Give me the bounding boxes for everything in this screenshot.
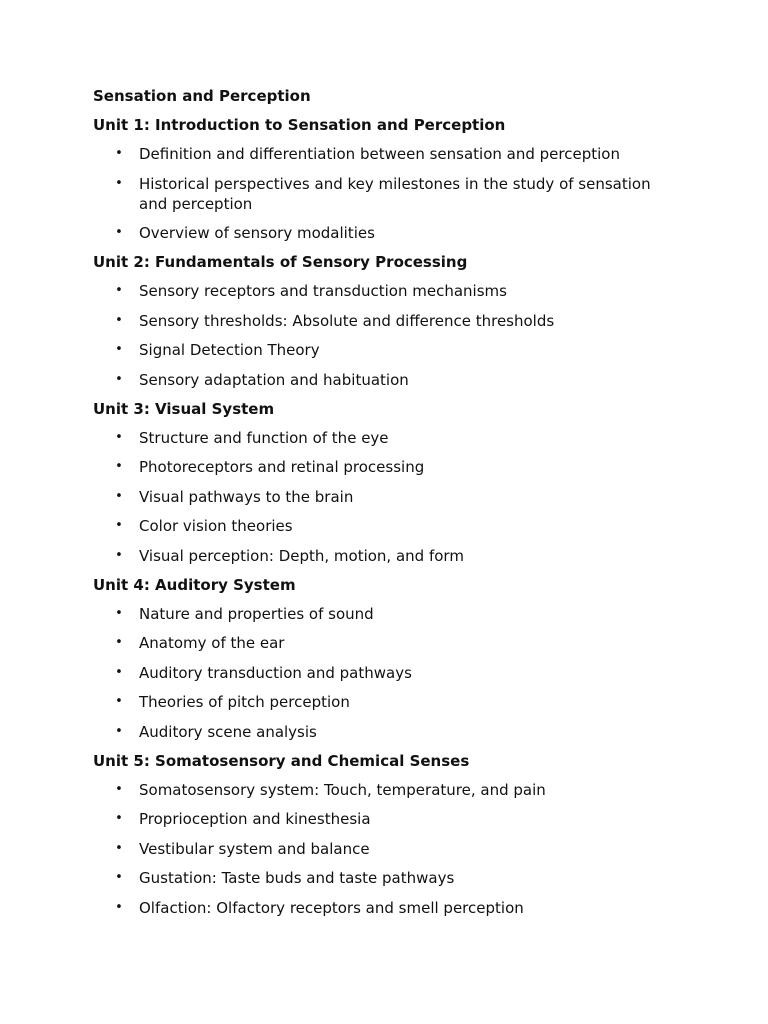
- list-item: [93, 604, 683, 624]
- bullet-list: [93, 604, 683, 742]
- list-item-text: Somatosensory system: Touch, temperature, and pain: [139, 780, 546, 799]
- list-item-text: Color vision theories: [139, 517, 293, 535]
- list-item-text: Vestibular system and balance: [139, 839, 370, 858]
- list-item-text: Historical perspectives and key milestones in the study of sensation and perception: [139, 174, 651, 213]
- bullet-list: [93, 281, 683, 390]
- list-item: [93, 370, 683, 390]
- bullet-icon: •: [115, 694, 123, 709]
- bullet-icon: •: [115, 429, 123, 445]
- list-item-text: Definition and differentiation between sensation and perception: [139, 145, 620, 163]
- list-item-text: Gustation: Taste buds and taste pathways: [139, 869, 455, 887]
- bullet-icon: •: [115, 312, 123, 328]
- bullet-icon: •: [115, 899, 123, 915]
- bullet-icon: •: [115, 870, 123, 885]
- list-item-text: Proprioception and kinesthesia: [139, 810, 371, 828]
- bullet-icon: •: [115, 781, 123, 797]
- list-item-text: Photoreceptors and retinal processing: [139, 458, 425, 476]
- bullet-icon: •: [115, 146, 123, 161]
- unit-section: [93, 115, 683, 243]
- list-item: [93, 281, 683, 301]
- list-item: [93, 780, 683, 800]
- unit-list: [93, 115, 683, 918]
- bullet-icon: •: [115, 605, 123, 621]
- bullet-icon: •: [115, 175, 123, 191]
- list-item: [93, 663, 683, 683]
- unit-section: [93, 575, 683, 742]
- bullet-icon: •: [115, 225, 123, 240]
- bullet-icon: •: [115, 488, 123, 504]
- list-item: [93, 546, 683, 566]
- list-item: [93, 898, 683, 918]
- bullet-icon: •: [115, 723, 123, 739]
- bullet-list: [93, 428, 683, 566]
- list-item: [93, 311, 683, 331]
- list-item: [93, 868, 683, 888]
- bullet-list: [93, 144, 683, 243]
- bullet-icon: •: [115, 518, 123, 533]
- bullet-list: [93, 780, 683, 918]
- unit-heading: Unit 5: Somatosensory and Chemical Senses: [93, 751, 470, 770]
- list-item-text: Signal Detection Theory: [139, 341, 320, 359]
- list-item-text: Sensory thresholds: Absolute and difference thresholds: [139, 311, 555, 330]
- list-item-text: Auditory transduction and pathways: [139, 663, 412, 682]
- list-item-text: Anatomy of the ear: [139, 634, 285, 652]
- bullet-icon: •: [115, 459, 123, 474]
- list-item-text: Visual perception: Depth, motion, and form: [139, 546, 464, 565]
- list-item: [93, 516, 683, 536]
- bullet-icon: •: [115, 283, 123, 298]
- bullet-icon: •: [115, 664, 123, 680]
- list-item: [93, 809, 683, 829]
- unit-section: [93, 252, 683, 390]
- list-item-text: Theories of pitch perception: [139, 693, 350, 711]
- list-item: [93, 174, 683, 214]
- unit-heading: Unit 2: Fundamentals of Sensory Processing: [93, 253, 468, 271]
- list-item: [93, 692, 683, 712]
- list-item: [93, 487, 683, 507]
- bullet-icon: •: [115, 371, 123, 387]
- unit-heading: Unit 1: Introduction to Sensation and Perception: [93, 116, 506, 134]
- list-item: [93, 722, 683, 742]
- list-item: [93, 223, 683, 243]
- bullet-icon: •: [115, 840, 123, 856]
- document-title: Sensation and Perception: [93, 87, 311, 105]
- list-item: [93, 340, 683, 360]
- list-item-text: Overview of sensory modalities: [139, 224, 375, 242]
- list-item-text: Sensory adaptation and habituation: [139, 370, 409, 389]
- list-item-text: Nature and properties of sound: [139, 604, 374, 623]
- list-item-text: Visual pathways to the brain: [139, 487, 354, 506]
- unit-section: [93, 751, 683, 918]
- list-item: [93, 428, 683, 448]
- list-item: [93, 633, 683, 653]
- unit-heading: Unit 4: Auditory System: [93, 575, 296, 594]
- list-item: [93, 144, 683, 164]
- bullet-icon: •: [115, 635, 123, 650]
- document-page: [93, 86, 683, 927]
- list-item-text: Auditory scene analysis: [139, 722, 317, 741]
- list-item: [93, 839, 683, 859]
- list-item: [93, 457, 683, 477]
- list-item-text: Olfaction: Olfactory receptors and smell perception: [139, 898, 524, 917]
- bullet-icon: •: [115, 342, 123, 357]
- list-item-text: Sensory receptors and transduction mechanisms: [139, 282, 507, 300]
- list-item-text: Structure and function of the eye: [139, 428, 389, 447]
- unit-heading: Unit 3: Visual System: [93, 399, 275, 418]
- bullet-icon: •: [115, 811, 123, 826]
- bullet-icon: •: [115, 547, 123, 563]
- unit-section: [93, 399, 683, 566]
